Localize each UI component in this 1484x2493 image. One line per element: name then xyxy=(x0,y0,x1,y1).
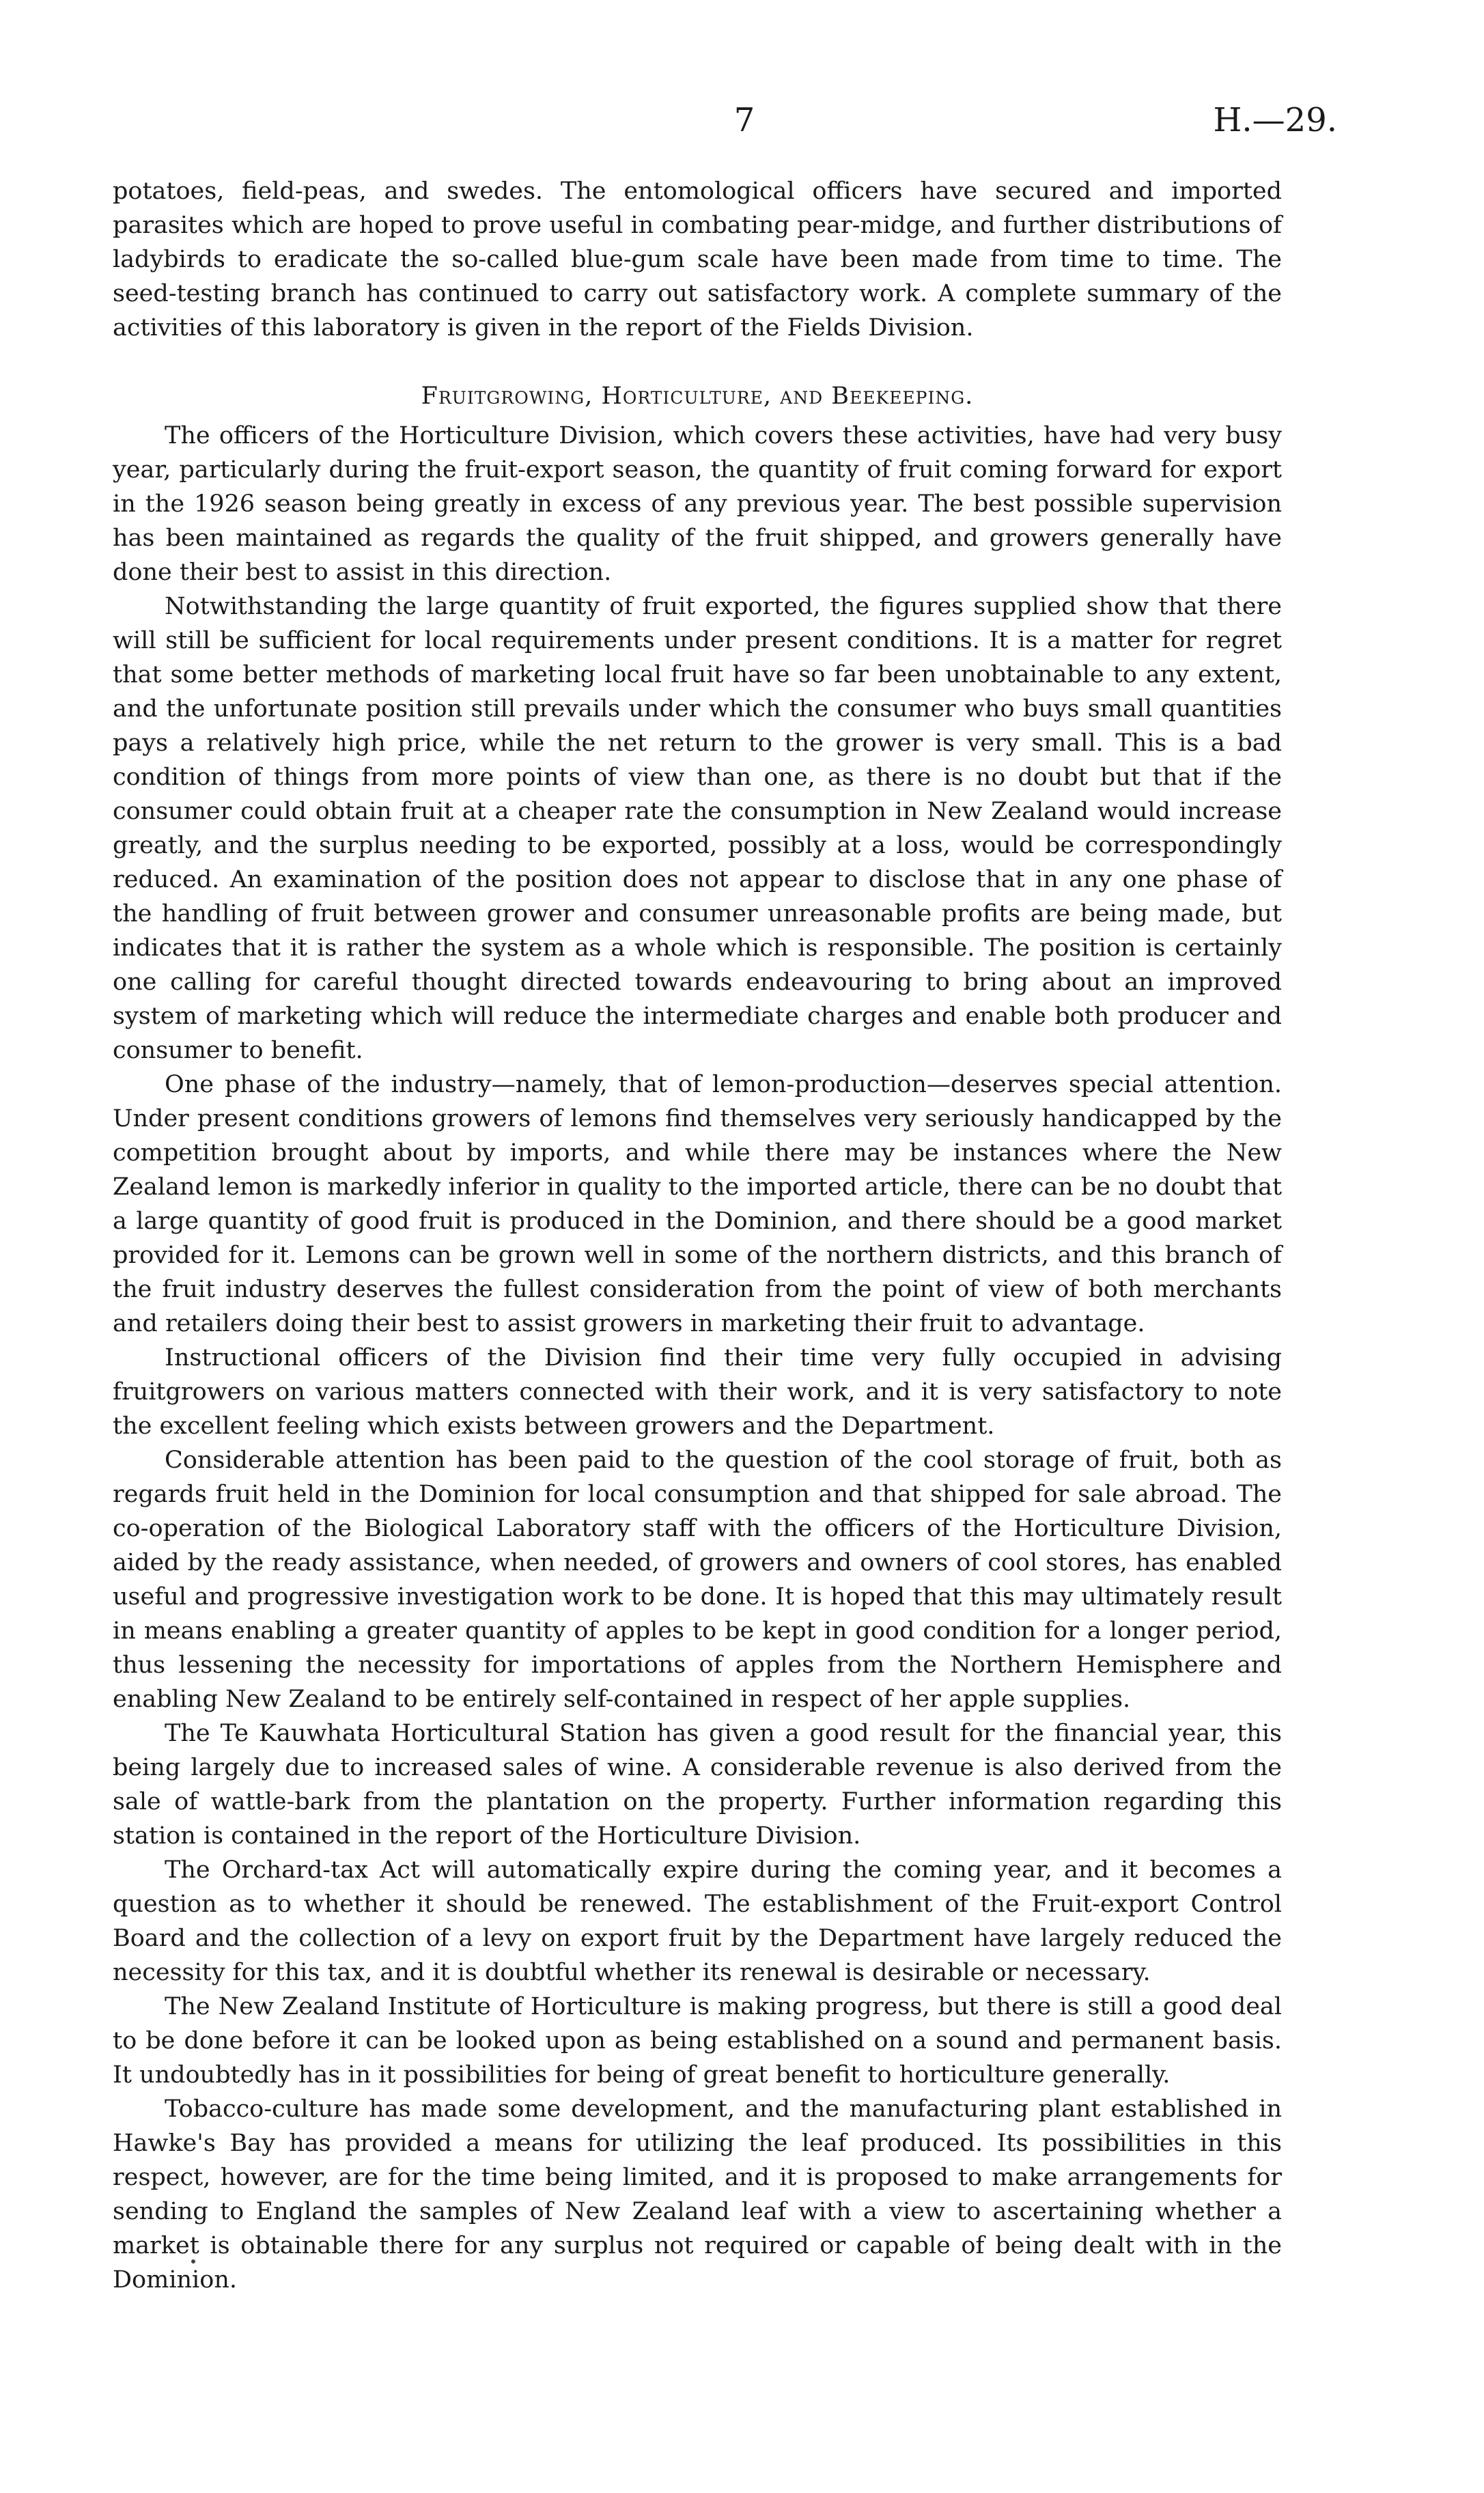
paragraph: Tobacco-culture has made some development, and the manufacturing plant established in Hawke's Bay has provided a means for utilizing the leaf produced. Its possibilities in this respect, however, are for the time being limited, and it is proposed to make arrangements for sending to England the samples of New Zealand leaf with a view to ascertaining whether a market is obtainable there for any surplus not required or capable of being dealt with in the Dominion. xyxy=(113,2095,1282,2294)
paragraph: The New Zealand Institute of Horticulture is making progress, but there is still a good deal to be done before it can be looked upon as being established on a sound and permanent basis. It undoubtedly has in it possibilities for being of great benefit to horticulture generally. xyxy=(113,1993,1282,2089)
paragraph: The Orchard-tax Act will automatically expire during the coming year, and it becomes a question as to whether it should be renewed. The establishment of the Fruit-export Control Board and the collection of a levy on export fruit by the Department have largely reduced the necessity for this tax, and it is doubtful whether its renewal is desirable or necessary. xyxy=(113,1856,1282,1986)
page-number: 7 xyxy=(733,101,755,139)
paragraph: Considerable attention has been paid to the question of the cool storage of fruit, both as regards fruit held in the Dominion for local consumption and that shipped for sale abroad. The co-operation of the Biological Laboratory staff with the officers of the Horticulture Division, aided by the ready assistance, when needed, of growers and owners of cool stores, has enabled useful and progressive investigation work to be done. It is hoped that this may ultimately result in means enabling a greater quantity of apples to be kept in good condition for a longer period, thus lessening the necessity for importations of apples from the Northern Hemisphere and enabling New Zealand to be entirely self-contained in respect of her apple supplies. xyxy=(113,1447,1282,1713)
paragraph: The Te Kauwhata Horticultural Station has given a good result for the financial year, this being largely due to increased sales of wine. A considerable revenue is also derived from the sale of wattle-bark from the plantation on the property. Further information regarding this station is contained in the report of the Horticulture Division. xyxy=(113,1720,1282,1850)
ink-speck xyxy=(191,2259,195,2264)
paragraph-continued: potatoes, field-peas, and swedes. The entomological officers have secured and imported parasites which are hoped to prove useful in combating pear-midge, and further distributions of ladybirds to eradicate the so-called blue-gum scale have been made from time to time. The seed-testing branch has continued to carry out satisfactory work. A complete summary of the activities of this laboratory is given in the report of the Fields Division. xyxy=(113,178,1282,342)
paragraph: Notwithstanding the large quantity of fruit exported, the figures supplied show that there will still be sufficient for local requirements under present conditions. It is a matter for regret that some better methods of marketing local fruit have so far been unobtainable to any extent, and the unfortunate position still prevails under which the consumer who buys small quantities pays a relatively high price, while the net return to the grower is very small. This is a bad condition of things from more points of view than one, as there is no doubt but that if the consumer could obtain fruit at a cheaper rate the consumption in New Zealand would increase greatly, and the surplus needing to be exported, possibly at a loss, would be correspondingly reduced. An examination of the position does not appear to disclose that in any one phase of the handling of fruit between grower and consumer unreasonable profits are being made, but indicates that it is rather the system as a whole which is responsible. The position is certainly one calling for careful thought directed towards endeavouring to bring about an improved system of marketing which will reduce the intermediate charges and enable both producer and consumer to benefit. xyxy=(113,593,1282,1064)
paragraph: One phase of the industry—namely, that of lemon-production—deserves special attention. Under present conditions growers of lemons find themselves very seriously handicapped by the competition brought about by imports, and while there may be instances where the New Zealand lemon is markedly inferior in quality to the imported article, there can be no doubt that a large quantity of good fruit is produced in the Dominion, and there should be a good market provided for it. Lemons can be grown well in some of the northern districts, and this branch of the fruit industry deserves the fullest consideration from the point of view of both merchants and retailers doing their best to assist growers in marketing their fruit to advantage. xyxy=(113,1071,1283,1337)
paragraph: Instructional officers of the Division find their time very fully occupied in advising fruitgrowers on various matters connected with their work, and it is very satisfactory to note the excellent feeling which exists between growers and the Department. xyxy=(113,1344,1282,1440)
body-text xyxy=(113,174,1282,2297)
document-reference: H.—29. xyxy=(1213,101,1337,139)
paragraph: The officers of the Horticulture Division, which covers these activities, have had very busy year, particularly during the fruit-export season, the quantity of fruit coming forward for export in the 1926 season being greatly in excess of any previous year. The best possible supervision has been maintained as regards the quality of the fruit shipped, and growers generally have done their best to assist in this direction. xyxy=(113,422,1282,586)
section-heading: Fruitgrowing, Horticulture, and Beekeeping. xyxy=(421,382,974,410)
